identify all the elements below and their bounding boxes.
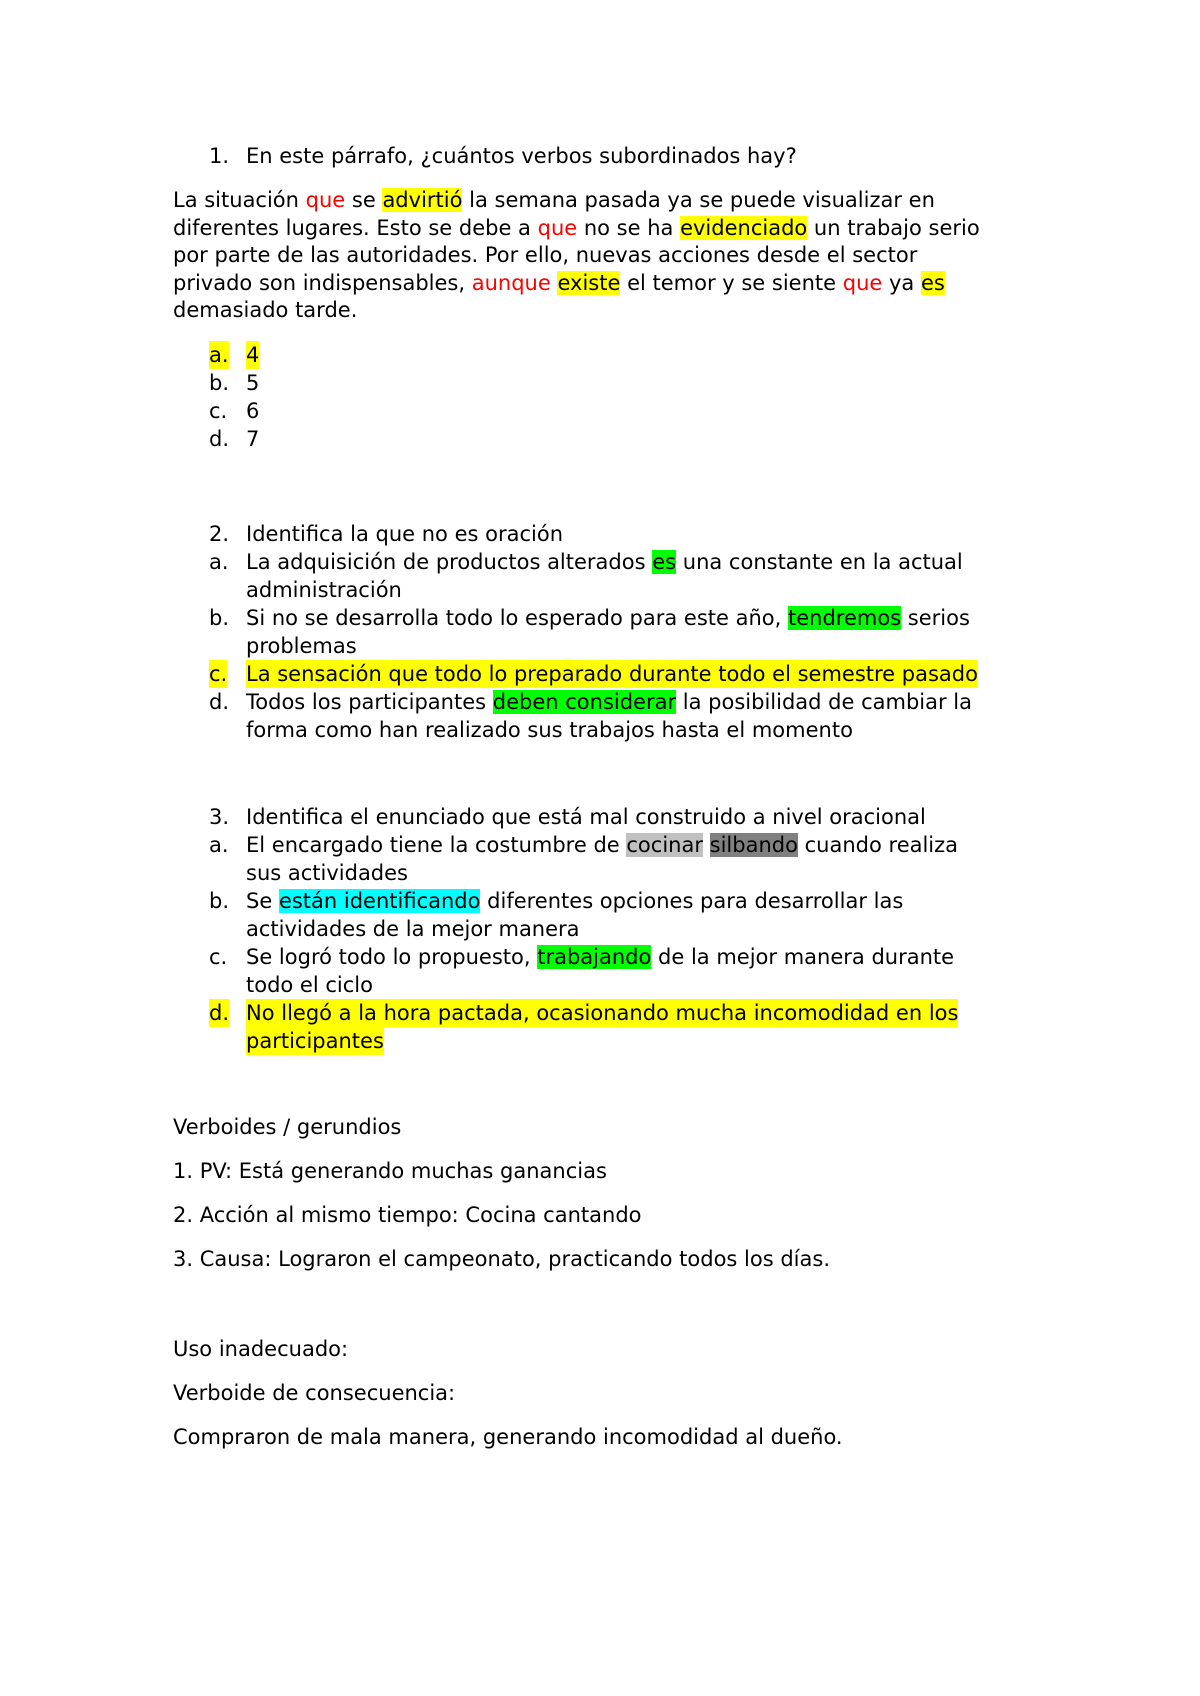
q3-option-d: No llegó a la hora pactada, ocasionando mucha incomodidad en los [246,1001,959,1025]
highlighted-verb: tendremos [787,606,902,630]
q2-option-b [246,604,970,632]
q3-option-b-cont: actividades de la mejor manera [246,917,580,941]
q3-question: Identifica el enunciado que está mal construido a nivel oracional [246,805,926,829]
q1-option-d: 7 [246,427,260,451]
text: de la mejor manera durante [651,945,955,969]
text: Si no se desarrolla todo lo esperado para este año, [246,606,788,630]
text: privado son indispensables, [173,271,472,295]
q3-option-d-letter: d. [209,1001,230,1025]
text: diferentes opciones para desarrollar las [480,889,904,913]
text: La situación [173,188,306,212]
notes-heading: Verboides / gerundios [173,1115,402,1139]
q1-paragraph-line-2 [173,214,980,242]
q2-option-c-letter: c. [209,662,228,686]
q1-paragraph-line-4 [173,269,945,297]
q1-option-b-letter: b. [209,371,230,395]
subordinate-conjunction: que [537,216,578,240]
text: Se [246,889,279,913]
q2-option-a-letter: a. [209,550,229,574]
q1-paragraph-line-5: demasiado tarde. [173,298,358,322]
verboide-consecuencia: Verboide de consecuencia: [173,1381,456,1405]
q3-option-c [246,943,954,971]
notes-item-2: 2. Acción al mismo tiempo: Cocina cantando [173,1203,642,1227]
text: Todos los participantes [246,690,493,714]
q2-option-c: La sensación que todo lo preparado durante todo el semestre pasado [246,662,978,686]
highlighted-verboid: trabajando [537,945,652,969]
q2-option-b-letter: b. [209,606,230,630]
text: la posibilidad de cambiar la [676,690,973,714]
highlighted-verb: deben considerar [492,690,677,714]
notes-item-1: 1. PV: Está generando muchas ganancias [173,1159,607,1183]
highlighted-verb: cocinar [626,833,703,857]
text: no se ha [577,216,681,240]
example-sentence: Compraron de mala manera, generando incomodidad al dueño. [173,1425,843,1449]
notes-item-3: 3. Causa: Lograron el campeonato, practicando todos los días. [173,1247,830,1271]
q2-option-a [246,548,963,576]
q2-question: Identifica la que no es oración [246,522,564,546]
q3-option-b [246,887,903,915]
text: cuando realiza [797,833,959,857]
text: un trabajo serio [807,216,980,240]
q2-option-a-cont: administración [246,578,402,602]
text: Se logró todo lo propuesto, [246,945,538,969]
highlighted-verb: advirtió [382,188,463,212]
uso-inadecuado: Uso inadecuado: [173,1337,349,1361]
subordinate-conjunction: aunque [471,271,551,295]
q3-option-c-letter: c. [209,945,228,969]
highlighted-verb: es [920,271,945,295]
q3-option-c-cont: todo el ciclo [246,973,373,997]
text: una constante en la actual [676,550,963,574]
text: El encargado tiene la costumbre de [246,833,627,857]
text: la semana pasada ya se puede visualizar en [462,188,935,212]
q2-option-b-cont: problemas [246,634,357,658]
text: ya [882,271,921,295]
text: el temor y se siente [620,271,843,295]
q3-option-d-cont: participantes [246,1029,384,1053]
text: se [345,188,383,212]
text [703,833,710,857]
highlighted-verb: es [652,550,677,574]
q3-number: 3. [209,805,230,829]
text: La adquisición de productos alterados [246,550,653,574]
q1-option-d-letter: d. [209,427,230,451]
text: serios [901,606,970,630]
q3-option-a [246,831,958,859]
q1-option-a: 4 [246,343,260,367]
subordinate-conjunction: que [842,271,883,295]
subordinate-conjunction: que [305,188,346,212]
q2-option-d-letter: d. [209,690,230,714]
q1-paragraph-line-1 [173,186,935,214]
highlighted-verb: existe [557,271,621,295]
q3-option-a-cont: sus actividades [246,861,409,885]
q1-question: En este párrafo, ¿cuántos verbos subordinados hay? [246,144,797,168]
highlighted-verboid: silbando [709,833,798,857]
q2-option-d [246,688,972,716]
q1-option-b: 5 [246,371,260,395]
q3-option-a-letter: a. [209,833,229,857]
q1-option-a-letter: a. [209,343,229,367]
q3-option-b-letter: b. [209,889,230,913]
text: diferentes lugares. Esto se debe a [173,216,538,240]
highlighted-verb: evidenciado [680,216,808,240]
q1-number: 1. [209,144,230,168]
q1-paragraph-line-3: por parte de las autoridades. Por ello, nuevas acciones desde el sector [173,243,918,267]
q2-number: 2. [209,522,230,546]
q1-option-c-letter: c. [209,399,228,423]
highlighted-verb: están identificando [278,889,481,913]
q2-option-d-cont: forma como han realizado sus trabajos hasta el momento [246,718,853,742]
q1-option-c: 6 [246,399,260,423]
